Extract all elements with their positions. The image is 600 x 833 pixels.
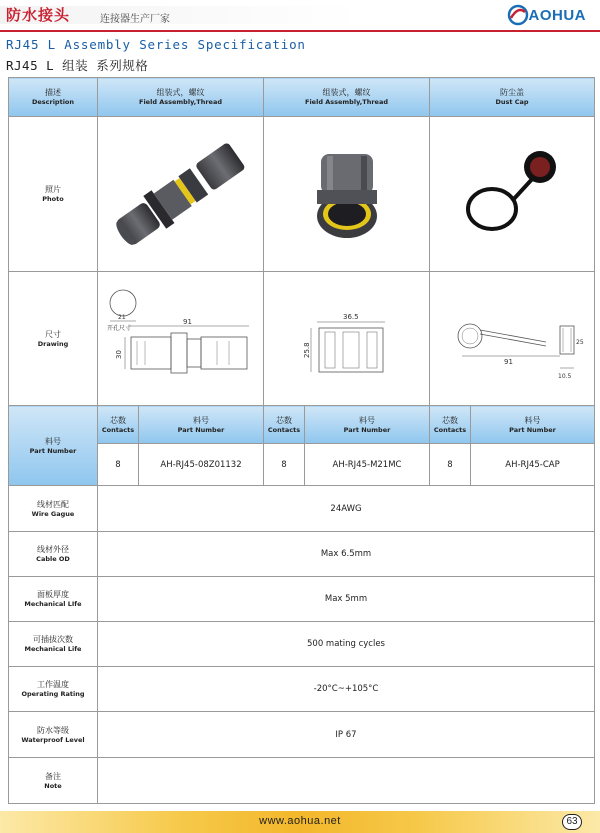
nut-drawing: [277, 284, 417, 394]
spec-label-en: Mechanical Life: [24, 645, 82, 653]
spec-row-note: [9, 758, 595, 804]
spec-value: Max 5mm: [98, 577, 595, 622]
spec-value: -20°C~+105°C: [98, 667, 595, 712]
drawing-product-2: [264, 272, 430, 406]
row-label-photo: [9, 117, 98, 272]
spec-row-mating-cycles: [9, 622, 595, 667]
spec-row-wire-gauge: [9, 486, 595, 532]
contacts-en: Contacts: [267, 425, 301, 434]
part-number-value: AH-RJ45-M21MC: [305, 444, 430, 486]
spec-row-panel-thickness: [9, 577, 595, 622]
part-number-value: AH-RJ45-08Z01132: [139, 444, 264, 486]
assembly-drawing: [101, 279, 261, 399]
dust-cap-image: [452, 139, 572, 249]
dim-width: 91: [504, 357, 513, 366]
pn-en: Part Number: [509, 425, 556, 434]
label-en: Photo: [42, 195, 64, 203]
page-header: [0, 0, 600, 30]
photo-product-3: [430, 117, 595, 272]
part-header-row: [9, 406, 595, 444]
header-en: Description: [31, 98, 75, 106]
header-en: Field Assembly,Thread: [305, 98, 388, 106]
pn-cn: 料号: [359, 415, 375, 425]
spec-row-operating-temp: [9, 667, 595, 712]
header-product-1: [98, 78, 264, 117]
pn-en: Part Number: [177, 425, 225, 434]
spec-row-cable-od: [9, 532, 595, 577]
spec-label: [9, 577, 98, 622]
dim-hole: 21: [117, 313, 126, 321]
spec-value: IP 67: [98, 712, 595, 758]
dim-depth: 10.5: [558, 372, 572, 380]
header-cn: 防尘盖: [500, 88, 524, 97]
header-row: [9, 78, 595, 117]
spec-label-en: Wire Gague: [31, 509, 75, 518]
spec-label-en: Waterproof Level: [21, 735, 85, 744]
contacts-header: [98, 406, 139, 444]
spec-label: [9, 667, 98, 712]
dim-height: 25.8: [302, 341, 311, 358]
header-en: Field Assembly,Thread: [139, 98, 222, 106]
dust-cap-drawing: [442, 284, 582, 394]
spec-label: [9, 712, 98, 758]
contacts-cn: 芯数: [276, 415, 292, 425]
dim-width: 91: [182, 317, 192, 326]
logo-mark-icon: [507, 4, 529, 26]
spec-label-en: Note: [44, 781, 62, 790]
spec-label-cn: 可插拔次数: [33, 635, 73, 644]
contacts-value: 8: [264, 444, 305, 486]
spec-label-cn: 线材匹配: [37, 499, 69, 509]
header-en: Dust Cap: [495, 98, 529, 106]
label-en: Drawing: [37, 339, 69, 348]
spec-label-en: Mechanical LIfe: [24, 600, 82, 608]
header-cn: 组装式，螺纹: [322, 88, 371, 97]
hole-size-label: 开孔尺寸: [106, 324, 131, 332]
company-logo: [507, 4, 587, 26]
contacts-en: Contacts: [433, 425, 467, 434]
label-cn: 照片: [45, 185, 61, 194]
spec-label-cn: 防水等级: [37, 725, 69, 735]
contacts-header: [264, 406, 305, 444]
spec-row-waterproof: [9, 712, 595, 758]
contacts-cn: 芯数: [442, 415, 458, 425]
pn-cn: 料号: [193, 415, 209, 425]
spec-label-cn: 线材外径: [37, 545, 69, 554]
contacts-cn: 芯数: [110, 415, 126, 425]
contacts-en: Contacts: [101, 425, 135, 434]
row-label-drawing: [9, 272, 98, 406]
spec-label: [9, 532, 98, 577]
drawing-product-3: [430, 272, 595, 406]
footer-website-link[interactable]: www.aohua.net: [259, 815, 341, 827]
contacts-header: [430, 406, 471, 444]
spec-table: [8, 77, 595, 804]
header-cn: 描述: [45, 88, 61, 97]
spec-label-en: Operating Rating: [21, 690, 85, 698]
logo-text: AOHUA: [528, 6, 586, 24]
photo-product-1: [98, 117, 264, 272]
page-title-en: RJ45 L Assembly Series Specification: [6, 37, 306, 52]
spec-label: [9, 758, 98, 804]
page-number: 63: [562, 814, 582, 830]
drawing-product-1: [98, 272, 264, 406]
brand-subtitle: 连接器生产厂家: [100, 14, 170, 25]
row-label-part-number: [9, 406, 98, 486]
page-title-cn: RJ45 L 组装 系列规格: [6, 58, 149, 73]
spec-value: Max 6.5mm: [98, 532, 595, 577]
connector-nut-image: [287, 134, 407, 254]
contacts-value: 8: [430, 444, 471, 486]
pn-cn: 料号: [524, 415, 541, 425]
part-number-header: [305, 406, 430, 444]
dim-height: 25: [576, 338, 584, 346]
header-divider: [0, 30, 600, 32]
page-footer: [0, 811, 600, 833]
pn-en: Part Number: [343, 425, 391, 434]
part-number-header: [139, 406, 264, 444]
spec-label-cn: 备注: [45, 771, 61, 781]
spec-value: 24AWG: [98, 486, 595, 532]
dim-height: 30: [114, 349, 123, 359]
spec-label-cn: 工作温度: [37, 680, 69, 689]
spec-label: [9, 486, 98, 532]
label-en: Part Number: [29, 446, 77, 455]
spec-value: 500 mating cycles: [98, 622, 595, 667]
contacts-value: 8: [98, 444, 139, 486]
spec-label-en: Cable OD: [36, 555, 70, 563]
brand-title: 防水接头: [6, 6, 71, 24]
spec-label: [9, 622, 98, 667]
connector-assembly-image: [101, 124, 261, 264]
header-description: [9, 78, 98, 117]
drawing-row: [9, 272, 595, 406]
header-product-2: [264, 78, 430, 117]
spec-value: [98, 758, 595, 804]
label-cn: 料号: [45, 436, 61, 446]
photo-row: [9, 117, 595, 272]
spec-label-cn: 面板厚度: [37, 590, 69, 599]
dim-width: 36.5: [342, 312, 359, 321]
part-number-header: [471, 406, 595, 444]
photo-product-2: [264, 117, 430, 272]
header-cn: 组装式，螺纹: [156, 88, 205, 97]
part-number-value: AH-RJ45-CAP: [471, 444, 595, 486]
label-cn: 尺寸: [45, 329, 61, 339]
header-product-3: [430, 78, 595, 117]
